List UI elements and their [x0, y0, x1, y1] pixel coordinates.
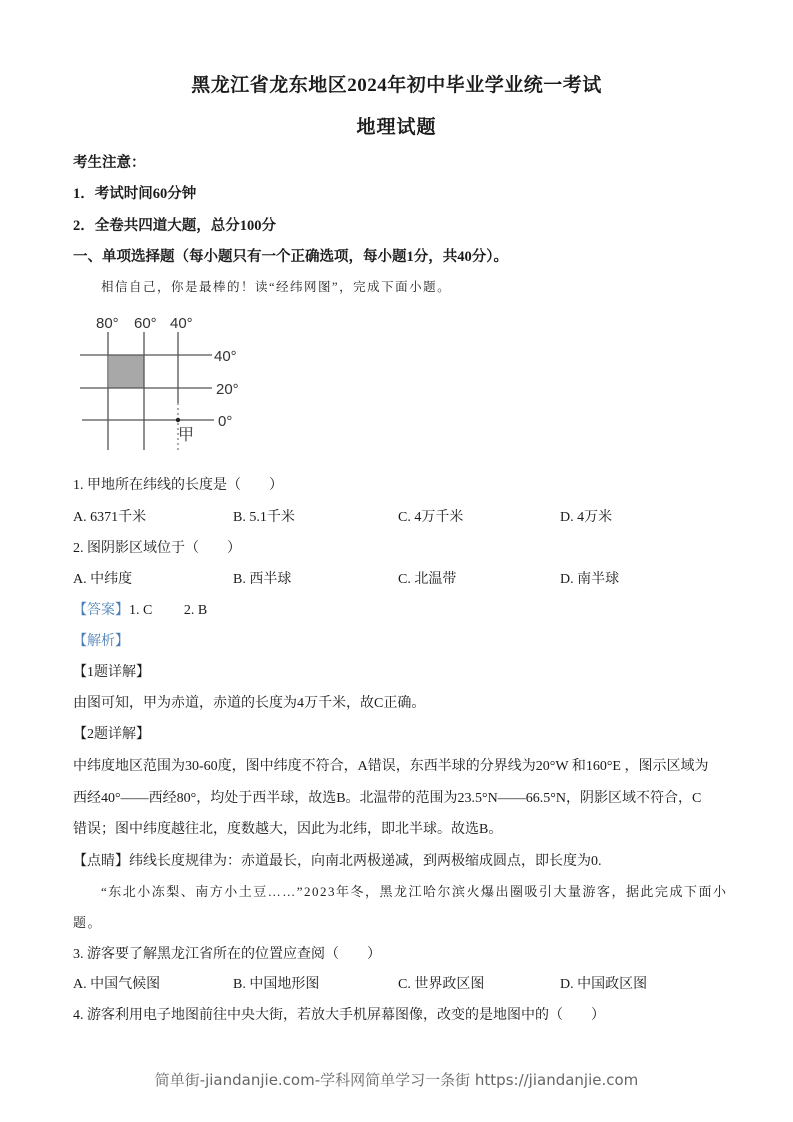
tip-label: 【点睛】 — [73, 854, 129, 869]
passage-2-line-1: “东北小冻梨、南方小土豆……”2023年冬，黑龙江哈尔滨火爆出圈吸引大量游客，据此完成下面小 — [101, 884, 728, 899]
q2-detail-label: 【2题详解】 — [73, 727, 150, 742]
footer-watermark: 简单街-jiandanjie.com-学科网简单学习一条街 https://jiandanjie.com — [154, 1071, 639, 1089]
tip-line — [73, 850, 602, 870]
point-jia-marker — [176, 418, 180, 422]
latitude-label-40: 40° — [214, 348, 237, 365]
analysis-label: 【解析】 — [73, 634, 129, 649]
question-2-option-a: A. 中纬度 — [73, 572, 133, 587]
shaded-region — [109, 355, 144, 388]
question-1-option-b: B. 5.1千米 — [233, 510, 295, 525]
question-2-option-b: B. 西半球 — [233, 572, 292, 587]
question-3-option-c: C. 世界政区图 — [398, 977, 485, 992]
question-1-option-d: D. 4万米 — [560, 510, 613, 525]
latitude-label-0: 0° — [218, 413, 233, 430]
question-3-stem: 3. 游客要了解黑龙江省所在的位置应查阅（ ） — [73, 947, 381, 962]
question-1-option-c: C. 4万千米 — [398, 510, 464, 525]
question-4-stem: 4. 游客利用电子地图前往中央大街，若放大手机屏幕图像，改变的是地图中的（ ） — [73, 1008, 605, 1023]
notice-item-1: 1．考试时间60分钟 — [73, 186, 197, 202]
answer-line — [73, 599, 207, 619]
question-2-option-d: D. 南半球 — [560, 572, 620, 587]
q2-detail-line-2: 西经40°——西经80°，均处于西半球，故选B。北温带的范围为23.5°N——66.5°N，阴影区域不符合，C — [73, 791, 702, 806]
longitude-label-40: 40° — [170, 315, 193, 332]
question-3-option-b: B. 中国地形图 — [233, 977, 320, 992]
longitude-label-80: 80° — [96, 315, 119, 332]
question-3-option-d: D. 中国政区图 — [560, 977, 648, 992]
tip-text: 纬线长度规律为：赤道最长，向南北两极递减，到两极缩成圆点，即长度为0. — [129, 854, 602, 869]
lat-long-grid-figure — [70, 308, 260, 458]
notice-item-2: 2．全卷共四道大题，总分100分 — [73, 218, 276, 234]
notice-heading: 考生注意： — [73, 155, 146, 171]
q2-detail-line-3: 错误；图中纬度越往北，度数越大，因此为北纬，即北半球。故选B。 — [73, 822, 503, 837]
q1-detail-label: 【1题详解】 — [73, 665, 150, 680]
section-intro: 相信自己，你是最棒的！读“经纬网图”，完成下面小题。 — [101, 280, 452, 294]
question-1-stem: 1. 甲地所在纬线的长度是（ ） — [73, 478, 283, 493]
q2-detail-line-1: 中纬度地区范围为30-60度，图中纬度不符合，A错误，东西半球的分界线为20°W 和160°E ，图示区域为 — [73, 759, 709, 774]
question-1-option-a: A. 6371千米 — [73, 510, 147, 525]
question-2-stem: 2. 图阴影区域位于（ ） — [73, 541, 241, 556]
answer-text: 1. C 2. B — [129, 603, 208, 618]
latitude-label-20: 20° — [216, 381, 239, 398]
page-title: 黑龙江省龙东地区2024年初中毕业学业统一考试 — [191, 75, 602, 96]
passage-2-line-2: 题。 — [73, 915, 103, 930]
question-3-option-a: A. 中国气候图 — [73, 977, 161, 992]
longitude-label-60: 60° — [134, 315, 157, 332]
page-subtitle: 地理试题 — [356, 117, 437, 138]
question-2-option-c: C. 北温带 — [398, 572, 457, 587]
q1-detail-text: 由图可知，甲为赤道，赤道的长度为4万千米，故C正确。 — [73, 696, 426, 711]
point-jia-label: 甲 — [178, 425, 195, 444]
answer-label: 【答案】 — [73, 603, 129, 618]
section-heading: 一、单项选择题（每小题只有一个正确选项，每小题1分，共40分）。 — [73, 249, 508, 265]
